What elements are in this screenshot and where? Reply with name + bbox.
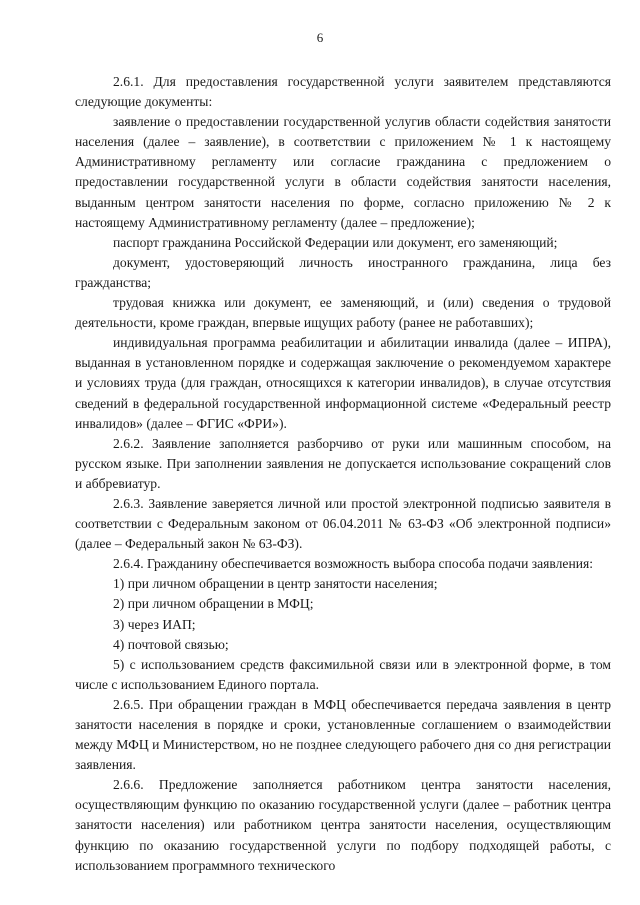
list-item-1: 1) при личном обращении в центр занятости населения; [113, 576, 438, 592]
page-number: 6 [316, 30, 324, 45]
paragraph-passport: паспорт гражданина Российской Федерации или документ, его заменяющий; [113, 234, 558, 250]
paragraph-work-book: трудовая книжка или документ, ее заменяющий, и (или) сведения о трудовой деятельности, кроме граждан, впервые ищущих работу (ранее не работавших); [75, 295, 611, 331]
list-item-3: 3) через ИАП; [113, 616, 196, 632]
paragraph-2-6-5: 2.6.5. При обращении граждан в МФЦ обеспечивается передача заявления в центр занятости населения в порядке и сроки, установленные соглашением о взаимодействии между МФЦ и Министерством, но не позднее следующего рабочего дня со дня регистрации заявления. [75, 696, 611, 773]
paragraph-2-6-4: 2.6.4. Гражданину обеспечивается возможность выбора способа подачи заявления: [113, 556, 594, 572]
paragraph-ipra: индивидуальная программа реабилитации и абилитации инвалида (далее – ИПРА), выданная в установленном порядке и содержащая заключение о рекомендуемом характере и условиях труда (для граждан, относящихся к категории инвалидов), в случае отсутствия сведений в федеральной государственной информационной системе «Федеральный реестр инвалидов» (далее – ФГИС «ФРИ»). [75, 335, 611, 431]
paragraph-2-6-2: 2.6.2. Заявление заполняется разборчиво от руки или машинным способом, на русском языке. При заполнении заявления не допускается использование сокращений слов и аббревиатур. [75, 435, 611, 491]
paragraph-2-6-3: 2.6.3. Заявление заверяется личной или простой электронной подписью заявителя в соответствии с Федеральным законом от 06.04.2011 № 63-ФЗ «Об электронной подписи» (далее – Федеральный закон № 63-ФЗ). [75, 495, 611, 552]
paragraph-application: заявление о предоставлении государственной услугив области содействия занятости населения (далее – заявление), в соответствии с приложением № 1 к настоящему Административному регламенту или согласие гражданина с предложением о предоставлении государственной услуги в области содействия занятости населения, выданным центром занятости населения по форме, согласно приложению № 2 к настоящему Административному регламенту (далее – предложение); [75, 114, 611, 230]
paragraph-foreign-id: документ, удостоверяющий личность иностранного гражданина, лица без гражданства; [75, 254, 611, 290]
list-item-4: 4) почтовой связью; [113, 636, 229, 652]
list-item-2: 2) при личном обращении в МФЦ; [113, 596, 314, 612]
document-body [75, 72, 611, 876]
list-item-5: 5) с использованием средств факсимильной связи или в электронной форме, в том числе с использованием Единого портала. [75, 656, 611, 692]
paragraph-2-6-1: 2.6.1. Для предоставления государственной услуги заявителем представляются следующие документы: [75, 74, 611, 110]
paragraph-2-6-6: 2.6.6. Предложение заполняется работником центра занятости населения, осуществляющим функцию по оказанию государственной услуги (далее – работник центра занятости населения) или работником центра занятости населения, осуществляющим функцию по оказанию государственной услуги по подбору подходящей работы, с использованием программного технического [75, 777, 611, 873]
